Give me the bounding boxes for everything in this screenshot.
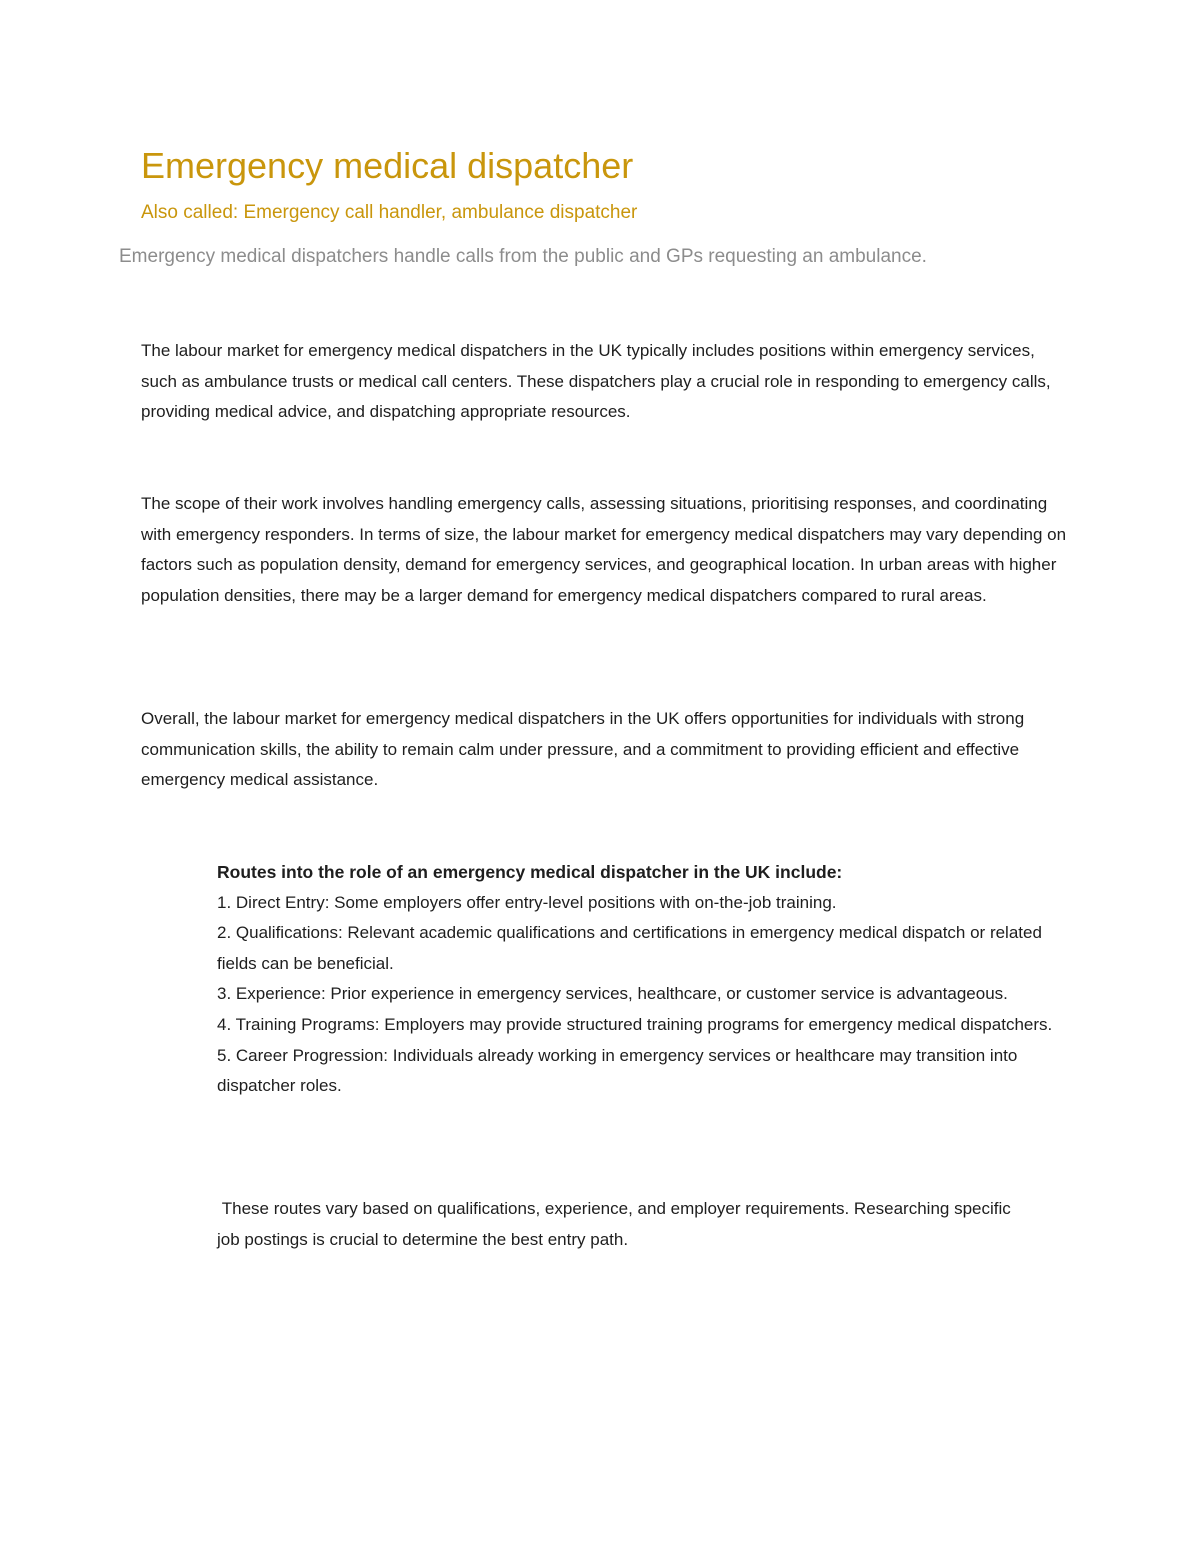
list-item: 2. Qualifications: Relevant academic qualifications and certifications in emergency medical dispatch or related fields can be beneficial. xyxy=(217,923,1042,973)
routes-heading: Routes into the role of an emergency medical dispatcher in the UK include: xyxy=(217,862,843,882)
page-title: Emergency medical dispatcher xyxy=(141,145,634,186)
routes-section xyxy=(217,857,1077,1102)
list-item: 1. Direct Entry: Some employers offer entry-level positions with on-the-job training. xyxy=(217,892,837,912)
paragraph-overall: Overall, the labour market for emergency medical dispatchers in the UK offers opportunities for individuals with strong communication skills, the ability to remain calm under pressure, and a commitment to providing efficient and effective emergency medical assistance. xyxy=(141,709,1025,790)
role-summary: Emergency medical dispatchers handle calls from the public and GPs requesting an ambulance. xyxy=(119,246,927,267)
paragraph-scope: The scope of their work involves handling emergency calls, assessing situations, prioritising responses, and coordinating with emergency responders. In terms of size, the labour market for emergency medical dispatchers may vary depending on factors such as population density, demand for emergency services, and geographical location. In urban areas with higher population densities, there may be a larger demand for emergency medical dispatchers compared to rural areas. xyxy=(141,494,1067,605)
list-item: 5. Career Progression: Individuals already working in emergency services or healthcare may transition into dispatcher roles. xyxy=(217,1045,1018,1096)
routes-list xyxy=(217,888,1077,1102)
alternate-titles: Also called: Emergency call handler, ambulance dispatcher xyxy=(141,202,638,223)
list-item: 4. Training Programs: Employers may provide structured training programs for emergency medical dispatchers. xyxy=(217,1014,1053,1034)
paragraph-labour-market: The labour market for emergency medical dispatchers in the UK typically includes positions within emergency services, such as ambulance trusts or medical call centers. These dispatchers play a crucial role in responding to emergency calls, providing medical advice, and dispatching appropriate resources. xyxy=(141,341,1051,422)
closing-paragraph: These routes vary based on qualifications, experience, and employer requirements. Researching specific job postings is crucial to determine the best entry path. xyxy=(217,1199,1016,1249)
list-item: 3. Experience: Prior experience in emergency services, healthcare, or customer service is advantageous. xyxy=(217,984,1008,1004)
